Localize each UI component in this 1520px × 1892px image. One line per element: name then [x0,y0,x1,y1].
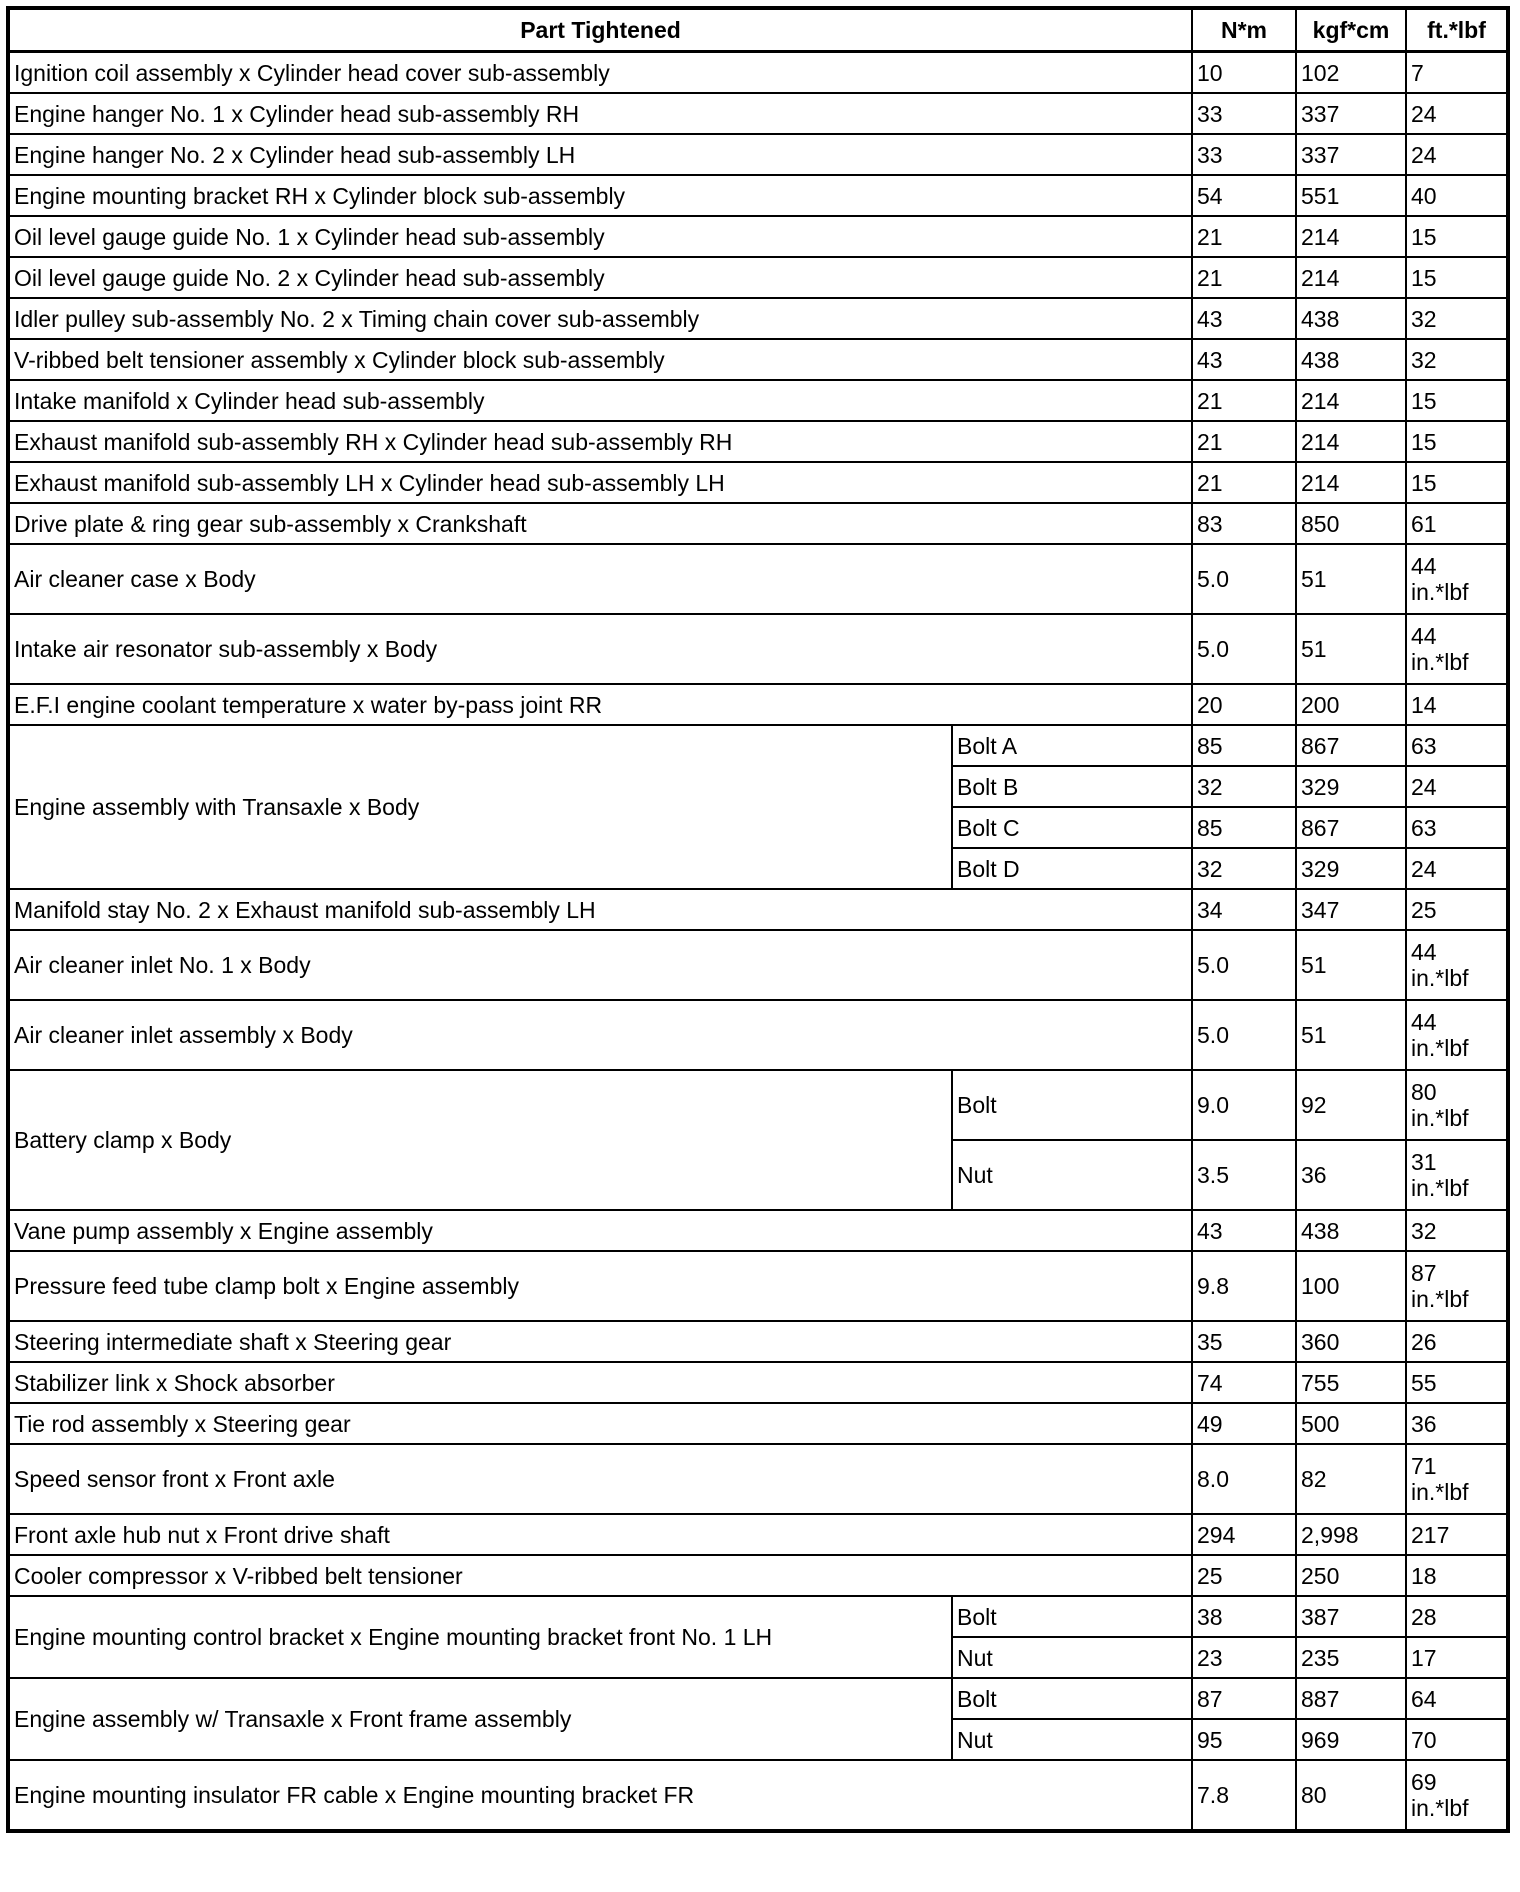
nm-value: 35 [1192,1321,1296,1362]
ft-value: 71 [1411,1453,1437,1479]
nm-value: 83 [1192,503,1296,544]
table-row [8,1596,1508,1637]
kgf-cm-value: 2,998 [1296,1514,1406,1555]
part-name: Intake manifold x Cylinder head sub-assembly [8,380,1192,421]
ft-lbf-value [1406,889,1508,930]
part-name: Cooler compressor x V-ribbed belt tensioner [8,1555,1192,1596]
ft-unit-label: in.*lbf [1411,1479,1469,1505]
table-row [8,298,1508,339]
nm-value: 49 [1192,1403,1296,1444]
kgf-cm-value: 438 [1296,298,1406,339]
kgf-cm-value: 867 [1296,807,1406,848]
ft-value: 7 [1411,59,1424,86]
table-row [8,1444,1508,1514]
ft-lbf-value [1406,725,1508,766]
nm-value: 87 [1192,1678,1296,1719]
ft-lbf-value [1406,1596,1508,1637]
ft-value: 15 [1411,387,1437,414]
ft-value: 15 [1411,469,1437,496]
nm-value: 25 [1192,1555,1296,1596]
ft-lbf-value [1406,684,1508,725]
kgf-cm-value: 92 [1296,1070,1406,1140]
part-name: Engine hanger No. 2 x Cylinder head sub-assembly LH [8,134,1192,175]
kgf-cm-value: 80 [1296,1760,1406,1831]
nm-value: 8.0 [1192,1444,1296,1514]
table-row [8,1362,1508,1403]
ft-lbf-value [1406,134,1508,175]
table-row [8,1760,1508,1831]
table-row [8,1555,1508,1596]
ft-lbf-value [1406,766,1508,807]
nm-value: 5.0 [1192,614,1296,684]
nm-value: 74 [1192,1362,1296,1403]
ft-lbf-value [1406,462,1508,503]
ft-value: 24 [1411,100,1437,127]
nm-value: 54 [1192,175,1296,216]
ft-unit-label: in.*lbf [1411,1286,1469,1312]
table-row [8,1210,1508,1251]
fastener-label: Bolt D [952,848,1192,889]
ft-lbf-value [1406,807,1508,848]
ft-value: 44 [1411,553,1437,579]
kgf-cm-value: 755 [1296,1362,1406,1403]
ft-lbf-value [1406,614,1508,684]
part-name: Exhaust manifold sub-assembly RH x Cylinder head sub-assembly RH [8,421,1192,462]
kgf-cm-value: 850 [1296,503,1406,544]
header-nm: N*m [1192,8,1296,52]
ft-value: 32 [1411,1217,1437,1244]
ft-value: 69 [1411,1769,1437,1795]
kgf-cm-value: 36 [1296,1140,1406,1210]
kgf-cm-value: 329 [1296,848,1406,889]
ft-lbf-value [1406,1140,1508,1210]
kgf-cm-value: 360 [1296,1321,1406,1362]
kgf-cm-value: 51 [1296,614,1406,684]
ft-value: 70 [1411,1726,1437,1753]
ft-unit-label: in.*lbf [1411,1035,1469,1061]
kgf-cm-value: 51 [1296,1000,1406,1070]
fastener-label: Nut [952,1637,1192,1678]
nm-value: 33 [1192,93,1296,134]
table-row [8,421,1508,462]
kgf-cm-value: 214 [1296,380,1406,421]
nm-value: 95 [1192,1719,1296,1760]
table-row [8,614,1508,684]
ft-value: 24 [1411,141,1437,168]
ft-value: 14 [1411,691,1437,718]
nm-value: 21 [1192,421,1296,462]
part-name: Engine mounting insulator FR cable x Engine mounting bracket FR [8,1760,1192,1831]
ft-lbf-value [1406,1070,1508,1140]
table-row [8,1000,1508,1070]
fastener-label: Nut [952,1140,1192,1210]
nm-value: 9.8 [1192,1251,1296,1321]
ft-lbf-value [1406,1444,1508,1514]
ft-lbf-value [1406,1251,1508,1321]
table-row [8,1321,1508,1362]
table-row [8,1514,1508,1555]
ft-lbf-value [1406,1000,1508,1070]
part-name: Engine mounting bracket RH x Cylinder block sub-assembly [8,175,1192,216]
kgf-cm-value: 438 [1296,339,1406,380]
ft-unit-label: in.*lbf [1411,965,1469,991]
nm-value: 32 [1192,766,1296,807]
ft-lbf-value [1406,1403,1508,1444]
kgf-cm-value: 347 [1296,889,1406,930]
torque-spec-table [6,6,1510,1833]
ft-value: 63 [1411,814,1437,841]
ft-lbf-value [1406,1719,1508,1760]
table-row [8,380,1508,421]
kgf-cm-value: 235 [1296,1637,1406,1678]
table-row [8,134,1508,175]
kgf-cm-value: 250 [1296,1555,1406,1596]
nm-value: 7.8 [1192,1760,1296,1831]
table-row [8,462,1508,503]
part-name: Engine assembly with Transaxle x Body [8,725,952,889]
table-row [8,1678,1508,1719]
fastener-label: Bolt B [952,766,1192,807]
ft-lbf-value [1406,1321,1508,1362]
part-name: Front axle hub nut x Front drive shaft [8,1514,1192,1555]
table-row [8,216,1508,257]
table-row [8,544,1508,614]
nm-value: 5.0 [1192,1000,1296,1070]
part-name: Engine hanger No. 1 x Cylinder head sub-assembly RH [8,93,1192,134]
ft-value: 24 [1411,773,1437,800]
kgf-cm-value: 214 [1296,257,1406,298]
ft-value: 28 [1411,1603,1437,1630]
ft-lbf-value [1406,93,1508,134]
kgf-cm-value: 867 [1296,725,1406,766]
part-name: Ignition coil assembly x Cylinder head cover sub-assembly [8,52,1192,94]
kgf-cm-value: 51 [1296,930,1406,1000]
nm-value: 5.0 [1192,930,1296,1000]
header-ft-lbf: ft.*lbf [1406,8,1508,52]
part-name: Pressure feed tube clamp bolt x Engine assembly [8,1251,1192,1321]
part-name: Air cleaner case x Body [8,544,1192,614]
ft-value: 18 [1411,1562,1437,1589]
nm-value: 5.0 [1192,544,1296,614]
ft-value: 26 [1411,1328,1437,1355]
part-name: V-ribbed belt tensioner assembly x Cylinder block sub-assembly [8,339,1192,380]
nm-value: 32 [1192,848,1296,889]
nm-value: 294 [1192,1514,1296,1555]
table-row [8,1251,1508,1321]
ft-lbf-value [1406,1210,1508,1251]
table-row [8,339,1508,380]
table-row [8,1403,1508,1444]
nm-value: 21 [1192,380,1296,421]
part-name: Engine assembly w/ Transaxle x Front frame assembly [8,1678,952,1760]
ft-lbf-value [1406,1555,1508,1596]
part-name: Battery clamp x Body [8,1070,952,1210]
part-name: Manifold stay No. 2 x Exhaust manifold sub-assembly LH [8,889,1192,930]
fastener-label: Bolt [952,1070,1192,1140]
nm-value: 23 [1192,1637,1296,1678]
ft-unit-label: in.*lbf [1411,1175,1469,1201]
ft-value: 44 [1411,1009,1437,1035]
ft-value: 44 [1411,939,1437,965]
part-name: Engine mounting control bracket x Engine mounting bracket front No. 1 LH [8,1596,952,1678]
ft-lbf-value [1406,1678,1508,1719]
ft-value: 80 [1411,1079,1437,1105]
fastener-label: Bolt [952,1678,1192,1719]
part-name: Vane pump assembly x Engine assembly [8,1210,1192,1251]
table-body [8,52,1508,1832]
ft-value: 61 [1411,510,1437,537]
ft-lbf-value [1406,1362,1508,1403]
nm-value: 85 [1192,725,1296,766]
ft-value: 17 [1411,1644,1437,1671]
part-name: Air cleaner inlet No. 1 x Body [8,930,1192,1000]
ft-unit-label: in.*lbf [1411,579,1469,605]
ft-lbf-value [1406,930,1508,1000]
nm-value: 43 [1192,298,1296,339]
header-part-tightened: Part Tightened [8,8,1192,52]
kgf-cm-value: 551 [1296,175,1406,216]
ft-value: 55 [1411,1369,1437,1396]
nm-value: 20 [1192,684,1296,725]
nm-value: 33 [1192,134,1296,175]
ft-value: 87 [1411,1260,1437,1286]
part-name: Air cleaner inlet assembly x Body [8,1000,1192,1070]
kgf-cm-value: 337 [1296,134,1406,175]
kgf-cm-value: 82 [1296,1444,1406,1514]
ft-value: 32 [1411,305,1437,332]
ft-lbf-value [1406,421,1508,462]
part-name: Stabilizer link x Shock absorber [8,1362,1192,1403]
ft-lbf-value [1406,339,1508,380]
kgf-cm-value: 214 [1296,216,1406,257]
table-row [8,175,1508,216]
kgf-cm-value: 969 [1296,1719,1406,1760]
fastener-label: Nut [952,1719,1192,1760]
ft-value: 31 [1411,1149,1437,1175]
kgf-cm-value: 214 [1296,421,1406,462]
part-name: Exhaust manifold sub-assembly LH x Cylinder head sub-assembly LH [8,462,1192,503]
header-row [8,8,1508,52]
ft-value: 15 [1411,223,1437,250]
nm-value: 10 [1192,52,1296,94]
ft-lbf-value [1406,544,1508,614]
nm-value: 21 [1192,257,1296,298]
ft-value: 217 [1411,1521,1450,1548]
ft-lbf-value [1406,1514,1508,1555]
nm-value: 85 [1192,807,1296,848]
nm-value: 43 [1192,339,1296,380]
nm-value: 43 [1192,1210,1296,1251]
nm-value: 9.0 [1192,1070,1296,1140]
ft-lbf-value [1406,848,1508,889]
table-row [8,930,1508,1000]
table-row [8,52,1508,94]
part-name: Intake air resonator sub-assembly x Body [8,614,1192,684]
nm-value: 21 [1192,462,1296,503]
part-name: Drive plate & ring gear sub-assembly x Crankshaft [8,503,1192,544]
table-row [8,889,1508,930]
ft-lbf-value [1406,503,1508,544]
ft-value: 44 [1411,623,1437,649]
kgf-cm-value: 500 [1296,1403,1406,1444]
table-row [8,725,1508,766]
fastener-label: Bolt C [952,807,1192,848]
kgf-cm-value: 200 [1296,684,1406,725]
part-name: Tie rod assembly x Steering gear [8,1403,1192,1444]
kgf-cm-value: 337 [1296,93,1406,134]
fastener-label: Bolt [952,1596,1192,1637]
ft-value: 36 [1411,1410,1437,1437]
part-name: Idler pulley sub-assembly No. 2 x Timing chain cover sub-assembly [8,298,1192,339]
ft-lbf-value [1406,52,1508,94]
kgf-cm-value: 100 [1296,1251,1406,1321]
ft-value: 24 [1411,855,1437,882]
ft-value: 63 [1411,732,1437,759]
ft-lbf-value [1406,257,1508,298]
ft-value: 15 [1411,264,1437,291]
ft-value: 32 [1411,346,1437,373]
ft-lbf-value [1406,1637,1508,1678]
table-row [8,93,1508,134]
nm-value: 34 [1192,889,1296,930]
ft-value: 25 [1411,896,1437,923]
nm-value: 3.5 [1192,1140,1296,1210]
table-row [8,1070,1508,1140]
kgf-cm-value: 51 [1296,544,1406,614]
nm-value: 21 [1192,216,1296,257]
ft-unit-label: in.*lbf [1411,1795,1469,1821]
ft-lbf-value [1406,1760,1508,1831]
ft-value: 15 [1411,428,1437,455]
part-name: E.F.I engine coolant temperature x water by-pass joint RR [8,684,1192,725]
part-name: Steering intermediate shaft x Steering gear [8,1321,1192,1362]
ft-lbf-value [1406,216,1508,257]
header-kgf-cm: kgf*cm [1296,8,1406,52]
ft-unit-label: in.*lbf [1411,1105,1469,1131]
kgf-cm-value: 387 [1296,1596,1406,1637]
ft-value: 64 [1411,1685,1437,1712]
part-name: Oil level gauge guide No. 1 x Cylinder head sub-assembly [8,216,1192,257]
nm-value: 38 [1192,1596,1296,1637]
kgf-cm-value: 329 [1296,766,1406,807]
fastener-label: Bolt A [952,725,1192,766]
table-row [8,503,1508,544]
ft-lbf-value [1406,175,1508,216]
table-row [8,684,1508,725]
table-row [8,257,1508,298]
kgf-cm-value: 102 [1296,52,1406,94]
ft-lbf-value [1406,380,1508,421]
kgf-cm-value: 887 [1296,1678,1406,1719]
kgf-cm-value: 214 [1296,462,1406,503]
ft-value: 40 [1411,182,1437,209]
ft-unit-label: in.*lbf [1411,649,1469,675]
kgf-cm-value: 438 [1296,1210,1406,1251]
ft-lbf-value [1406,298,1508,339]
part-name: Speed sensor front x Front axle [8,1444,1192,1514]
part-name: Oil level gauge guide No. 2 x Cylinder head sub-assembly [8,257,1192,298]
